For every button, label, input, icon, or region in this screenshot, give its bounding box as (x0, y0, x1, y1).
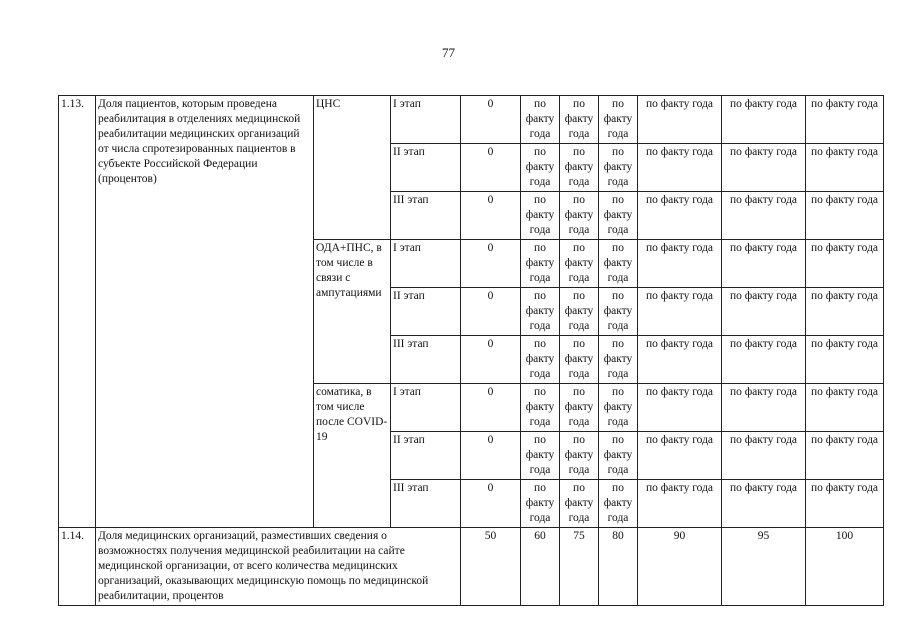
value-cell: по факту года (638, 192, 722, 240)
indicator-name: Доля пациентов, которым проведена реабилитация в отделениях медицинской реабилитации медицинских организаций от числа спротезированных пациентов в субъекте Российской Федерации (процентов) (96, 96, 314, 528)
value-cell: по факту года (599, 384, 638, 432)
page-number: 77 (442, 45, 455, 60)
stage-cell: I этап (391, 96, 461, 144)
stage-cell: I этап (391, 240, 461, 288)
value-cell: по факту года (806, 192, 884, 240)
value-cell: по факту года (521, 288, 560, 336)
indicator-name: Доля медицинских организаций, разместивших сведения о возможностях получения медицинской реабилитации на сайте медицинской организации, от всего количества медицинских организаций, оказывающих медицинскую помощь по медицинской реабилитации, процентов (96, 528, 461, 606)
stage-cell: III этап (391, 336, 461, 384)
value-cell: по факту года (722, 288, 806, 336)
value-cell: по факту года (599, 432, 638, 480)
value-cell: по факту года (599, 240, 638, 288)
category-cell: ЦНС (314, 96, 391, 240)
value-cell: по факту года (560, 192, 599, 240)
value-cell: по факту года (722, 480, 806, 528)
value-cell: по факту года (722, 96, 806, 144)
stage-cell: II этап (391, 288, 461, 336)
value-cell: по факту года (599, 336, 638, 384)
value-cell: по факту года (560, 144, 599, 192)
value-cell: по факту года (638, 384, 722, 432)
value-cell: по факту года (806, 432, 884, 480)
value-cell: по факту года (560, 288, 599, 336)
value-cell: по факту года (638, 288, 722, 336)
value-cell: по факту года (806, 144, 884, 192)
value-cell: по факту года (521, 144, 560, 192)
stage-cell: III этап (391, 480, 461, 528)
value-cell: по факту года (521, 240, 560, 288)
value-cell: по факту года (722, 432, 806, 480)
value-cell: 0 (461, 336, 521, 384)
category-cell: соматика, в том числе после COVID-19 (314, 384, 391, 528)
stage-cell: I этап (391, 384, 461, 432)
value-cell: по факту года (521, 384, 560, 432)
indicators-table (58, 95, 884, 606)
value-cell: 0 (461, 432, 521, 480)
value-cell: по факту года (521, 432, 560, 480)
value-cell: 0 (461, 480, 521, 528)
value-cell: по факту года (560, 480, 599, 528)
value-cell: по факту года (560, 384, 599, 432)
value-cell: по факту года (806, 480, 884, 528)
stage-cell: II этап (391, 144, 461, 192)
table-row (59, 528, 884, 606)
value-cell: по факту года (722, 384, 806, 432)
value-cell: по факту года (638, 480, 722, 528)
value-cell: по факту года (722, 240, 806, 288)
value-cell: 90 (638, 528, 722, 606)
value-cell: по факту года (638, 96, 722, 144)
value-cell: по факту года (638, 144, 722, 192)
value-cell: 60 (521, 528, 560, 606)
value-cell: по факту года (521, 336, 560, 384)
value-cell: по факту года (806, 288, 884, 336)
category-cell: ОДА+ПНС, в том числе в связи с ампутациями (314, 240, 391, 384)
value-cell: по факту года (806, 240, 884, 288)
value-cell: по факту года (722, 336, 806, 384)
indicator-number: 1.14. (59, 528, 96, 606)
stage-cell: III этап (391, 192, 461, 240)
value-cell: 0 (461, 384, 521, 432)
indicator-number: 1.13. (59, 96, 96, 528)
value-cell: 95 (722, 528, 806, 606)
value-cell: по факту года (599, 192, 638, 240)
value-cell: по факту года (599, 96, 638, 144)
value-cell: по факту года (521, 192, 560, 240)
value-cell: по факту года (806, 336, 884, 384)
value-cell: по факту года (638, 336, 722, 384)
value-cell: по факту года (560, 240, 599, 288)
value-cell: 0 (461, 240, 521, 288)
value-cell: по факту года (521, 480, 560, 528)
table-row (59, 96, 884, 144)
stage-cell: II этап (391, 432, 461, 480)
value-cell: по факту года (638, 432, 722, 480)
value-cell: по факту года (560, 432, 599, 480)
value-cell: по факту года (599, 480, 638, 528)
value-cell: по факту года (599, 144, 638, 192)
value-cell: по факту года (806, 384, 884, 432)
value-cell: по факту года (560, 96, 599, 144)
value-cell: по факту года (806, 96, 884, 144)
value-cell: по факту года (722, 192, 806, 240)
value-cell: по факту года (560, 336, 599, 384)
value-cell: 100 (806, 528, 884, 606)
value-cell: по факту года (638, 240, 722, 288)
value-cell: 0 (461, 288, 521, 336)
value-cell: 0 (461, 96, 521, 144)
value-cell: по факту года (722, 144, 806, 192)
value-cell: 0 (461, 192, 521, 240)
value-cell: по факту года (599, 288, 638, 336)
value-cell: 75 (560, 528, 599, 606)
value-cell: 0 (461, 144, 521, 192)
value-cell: по факту года (521, 96, 560, 144)
value-cell: 80 (599, 528, 638, 606)
value-cell: 50 (461, 528, 521, 606)
